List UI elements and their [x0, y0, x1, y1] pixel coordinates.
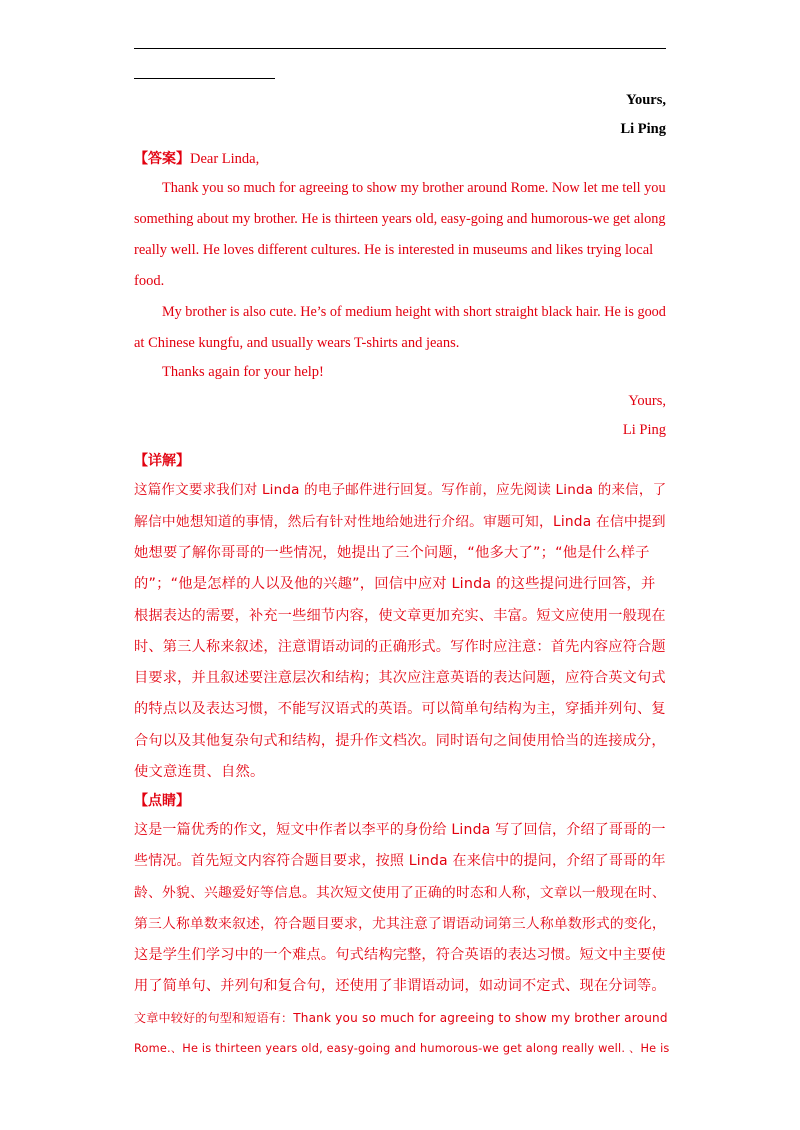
answer-greeting: Dear Linda,	[190, 151, 260, 167]
answer-valediction: Yours,	[628, 393, 666, 409]
explanation-line: 合句以及其他复杂句式和结构，提升作文档次。同时语句之间使用恰当的连接成分，	[134, 733, 666, 749]
explanation-line: 根据表达的需要，补充一些细节内容，使文章更加充实、丰富。短文应使用一般现在	[134, 608, 666, 624]
answer-blank-line-short	[134, 78, 275, 79]
answer-line: Thanks again for your help!	[162, 364, 324, 380]
answer-blank-line	[134, 48, 666, 49]
explanation-line: 目要求，并且叙述要注意层次和结构；其次应注意英语的表达问题，应符合英文句式	[134, 670, 666, 686]
answer-line: My brother is also cute. He’s of medium height with short straight black hair. He is good	[162, 304, 666, 320]
top-signature: Li Ping	[620, 121, 666, 137]
explanation-line: 的特点以及表达习惯，不能写汉语式的英语。可以简单句结构为主，穿插并列句、复	[134, 701, 666, 717]
answer-signature: Li Ping	[622, 422, 666, 438]
comment-line: Rome.、He is thirteen years old, easy-going and humorous-we get along really well. 、He is	[134, 1042, 670, 1055]
comment-line: 第三人称单数来叙述，符合题目要求，尤其注意了谓语动词第三人称单数形式的变化，	[134, 916, 666, 932]
comment-line: 这是一篇优秀的作文，短文中作者以李平的身份给 Linda 写了回信，介绍了哥哥的一	[134, 822, 666, 838]
explanation-line: 解信中她想知道的事情，然后有针对性地给她进行介绍。审题可知，Linda 在信中提到	[134, 514, 666, 530]
comment-line: 些情况。首先短文内容符合题目要求，按照 Linda 在来信中的提问，介绍了哥哥的年	[134, 853, 666, 869]
answer-line: really well. He loves different cultures. He is interested in museums and likes trying local	[134, 242, 654, 258]
explanation-line: 时、第三人称来叙述，注意谓语动词的正确形式。写作时应注意：首先内容应符合题	[134, 639, 666, 655]
explanation-line: 的”；“他是怎样的人以及他的兴趣”，回信中应对 Linda 的这些提问进行回答，并	[134, 576, 656, 592]
comment-tag: 【点睛】	[134, 793, 190, 809]
answer-tag: 【答案】	[134, 151, 190, 167]
explanation-line: 这篇作文要求我们对 Linda 的电子邮件进行回复。写作前，应先阅读 Linda 的来信，了	[134, 482, 667, 498]
answer-line: Thank you so much for agreeing to show my brother around Rome. Now let me tell you	[162, 180, 666, 196]
answer-line: at Chinese kungfu, and usually wears T-shirts and jeans.	[134, 335, 460, 351]
top-valediction: Yours,	[626, 92, 666, 108]
explanation-line: 使文意连贯、自然。	[134, 764, 265, 780]
comment-line: 龄、外貌、兴趣爱好等信息。其次短文使用了正确的时态和人称，文章以一般现在时、	[134, 885, 666, 901]
comment-line: 这是学生们学习中的一个难点。句式结构完整，符合英语的表达习惯。短文中主要使	[134, 947, 666, 963]
comment-line: 用了简单句、并列句和复合句，还使用了非谓语动词，如动词不定式、现在分词等。	[134, 978, 666, 994]
answer-line: something about my brother. He is thirteen years old, easy-going and humorous-we get along	[134, 211, 666, 227]
explanation-tag: 【详解】	[134, 453, 190, 469]
explanation-line: 她想要了解你哥哥的一些情况，她提出了三个问题，“他多大了”；“他是什么样子	[134, 545, 650, 561]
answer-heading	[134, 149, 666, 169]
answer-line: food.	[134, 273, 165, 289]
comment-line: 文章中较好的句型和短语有：Thank you so much for agreeing to show my brother around	[134, 1011, 668, 1025]
